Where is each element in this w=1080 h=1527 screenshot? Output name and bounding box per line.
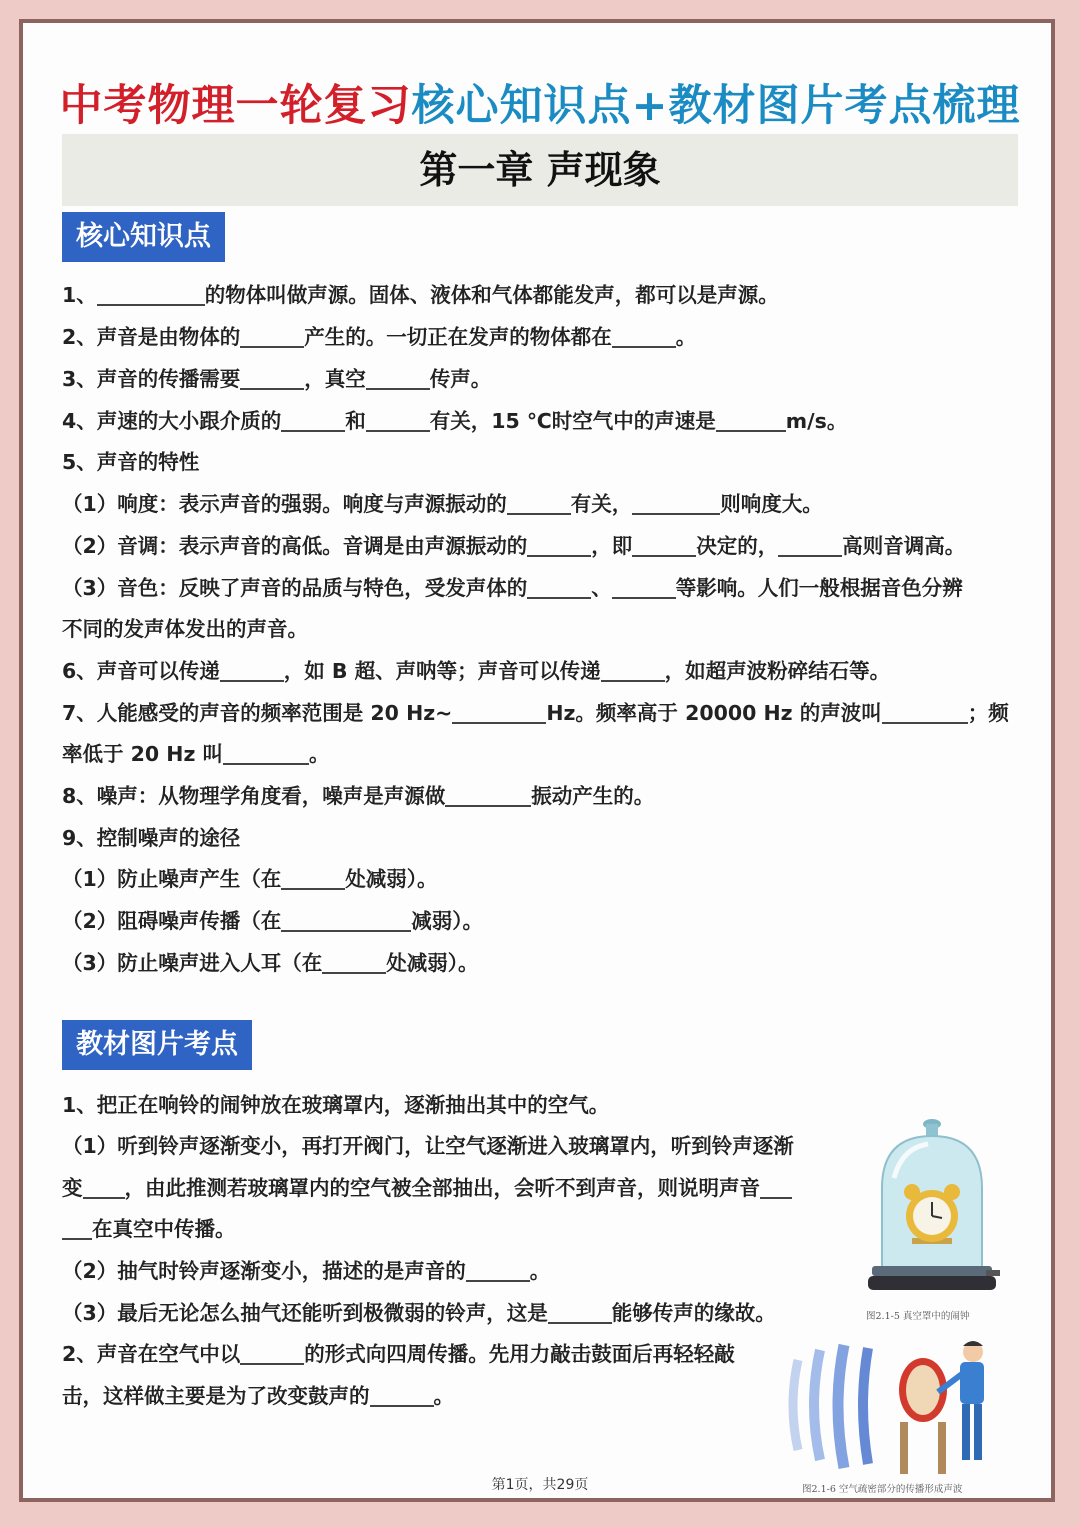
core-item-line <box>62 571 963 601</box>
answer-blank <box>445 783 531 807</box>
line-text: （1）防止噪声产生（在 <box>62 867 282 891</box>
page-title <box>0 72 1080 133</box>
line-text: 处减弱）。 <box>345 867 438 891</box>
chapter-heading: 第一章 声现象 <box>62 134 1018 206</box>
answer-blank <box>281 408 345 432</box>
bell-jar-caption: 图2.1-5 真空罩中的闹钟 <box>866 1311 970 1322</box>
core-item-line <box>62 278 779 308</box>
line-text: （1）听到铃声逐渐变小，再打开阀门，让空气逐渐进入玻璃罩内，听到铃声逐渐 <box>62 1134 794 1158</box>
answer-blank <box>760 1175 792 1199</box>
answer-blank <box>97 282 205 306</box>
line-text: （3）音色：反映了声音的品质与特色，受发声体的 <box>62 576 528 600</box>
line-text: 和 <box>345 409 366 433</box>
line-text: 、 <box>591 576 612 600</box>
answer-blank <box>632 491 720 515</box>
answer-blank <box>452 700 546 724</box>
answer-blank <box>240 324 304 348</box>
line-text: （3）防止噪声进入人耳（在 <box>62 951 323 975</box>
line-text: （2）阻碍噪声传播（在 <box>62 909 282 933</box>
line-text: Hz。频率高于 20000 Hz 的声波叫 <box>546 701 882 725</box>
core-item-line <box>62 487 823 517</box>
title-blue: 核心知识点+教材图片考点梳理 <box>411 81 1021 131</box>
line-text: （1）响度：表示声音的强弱。响度与声源振动的 <box>62 492 507 516</box>
core-item-line <box>62 529 965 559</box>
answer-blank <box>366 366 430 390</box>
line-text: 。 <box>529 1259 551 1283</box>
line-text: 4、声速的大小跟介质的 <box>62 409 282 433</box>
core-item-line <box>62 737 330 767</box>
figure-item-line <box>62 1088 609 1118</box>
figure-item-line <box>62 1337 735 1367</box>
answer-blank <box>882 700 968 724</box>
figure-item-line <box>62 1129 794 1159</box>
line-text: 等影响。人们一般根据音色分辨 <box>675 576 963 600</box>
line-text: 则响度大。 <box>720 492 823 516</box>
line-text: 产生的。一切正在发声的物体都在 <box>304 325 612 349</box>
line-text: 3、声音的传播需要 <box>62 367 241 391</box>
core-item-line <box>62 362 491 392</box>
line-text: 处减弱）。 <box>386 951 479 975</box>
line-text: ，由此推测若玻璃罩内的空气被全部抽出，会听不到声音，则说明声音 <box>124 1176 760 1200</box>
answer-blank <box>370 1383 434 1407</box>
figure-item-line <box>62 1379 454 1409</box>
line-text: 振动产生的。 <box>531 784 655 808</box>
answer-blank <box>466 1258 530 1282</box>
line-text: ，如 B 超、声呐等；声音可以传递 <box>283 659 601 683</box>
figure-item-line <box>62 1296 776 1326</box>
title-red: 中考物理一轮复习 <box>59 81 412 131</box>
page-footer: 第1页，共29页 <box>491 1477 589 1493</box>
line-text: 。 <box>675 325 697 349</box>
answer-blank <box>240 1341 304 1365</box>
answer-blank <box>223 741 309 765</box>
answer-blank <box>281 908 411 932</box>
answer-blank <box>612 575 676 599</box>
line-text: 减弱）。 <box>411 909 484 933</box>
answer-blank <box>601 658 665 682</box>
answer-blank <box>716 408 786 432</box>
core-item-line <box>62 404 847 434</box>
answer-blank <box>632 533 696 557</box>
line-text: 的物体叫做声源。固体、液体和气体都能发声，都可以是声源。 <box>204 283 779 307</box>
section-label-figure: 教材图片考点 <box>62 1020 252 1070</box>
line-text: 在真空中传播。 <box>92 1217 236 1241</box>
answer-blank <box>527 533 591 557</box>
answer-blank <box>83 1175 125 1199</box>
line-text: 变 <box>62 1176 83 1200</box>
line-text: （2）抽气时铃声逐渐变小，描述的是声音的 <box>62 1259 466 1283</box>
line-text: 。 <box>309 742 330 766</box>
answer-blank <box>612 324 676 348</box>
line-text: 的形式向四周传播。先用力敲击鼓面后再轻轻敲 <box>304 1342 735 1366</box>
figure-item-line <box>62 1171 792 1201</box>
answer-blank <box>507 491 571 515</box>
line-text: ，即 <box>591 534 633 558</box>
line-text: 能够传声的缘故。 <box>611 1301 776 1325</box>
line-text: 6、声音可以传递 <box>62 659 220 683</box>
line-text: 有关， <box>570 492 633 516</box>
drum-caption: 图2.1-6 空气疏密部分的传播形成声波 <box>802 1484 963 1495</box>
line-text: 。 <box>433 1384 454 1408</box>
figure-item-line <box>62 1254 550 1284</box>
line-text: ，真空 <box>304 367 366 391</box>
line-text: 2、声音是由物体的 <box>62 325 241 349</box>
line-text: 不同的发声体发出的声音。 <box>62 617 308 641</box>
answer-blank <box>366 408 430 432</box>
bell-jar-image <box>862 1118 1002 1298</box>
core-item-line <box>62 654 890 684</box>
line-text: （3）最后无论怎么抽气还能听到极微弱的铃声，这是 <box>62 1301 548 1325</box>
line-text: ；频 <box>967 701 1009 725</box>
line-text: 击，这样做主要是为了改变鼓声的 <box>62 1384 370 1408</box>
core-item-line <box>62 445 199 475</box>
line-text: 决定的， <box>696 534 779 558</box>
line-text: 1、 <box>62 283 97 307</box>
line-text: 7、人能感受的声音的频率范围是 20 Hz~ <box>62 701 453 725</box>
line-text: 有关，15 ℃时空气中的声速是 <box>429 409 716 433</box>
line-text: m/s。 <box>785 409 848 433</box>
core-item-line <box>62 612 308 642</box>
line-text: 8、噪声：从物理学角度看，噪声是声源做 <box>62 784 446 808</box>
line-text: 率低于 20 Hz 叫 <box>62 742 224 766</box>
line-text: 1、把正在响铃的闹钟放在玻璃罩内，逐渐抽出其中的空气。 <box>62 1093 610 1117</box>
section-label-core: 核心知识点 <box>62 212 225 262</box>
line-text: 5、声音的特性 <box>62 450 200 474</box>
line-text: ，如超声波粉碎结石等。 <box>664 659 891 683</box>
figure-item-line <box>62 1212 236 1242</box>
answer-blank <box>778 533 842 557</box>
answer-blank <box>527 575 591 599</box>
answer-blank <box>548 1300 612 1324</box>
core-item-line <box>62 696 1009 726</box>
core-item-line <box>62 946 479 976</box>
answer-blank <box>281 866 345 890</box>
line-text: 9、控制噪声的途径 <box>62 826 241 850</box>
line-text: 传声。 <box>429 367 492 391</box>
answer-blank <box>322 950 386 974</box>
core-item-line <box>62 862 438 892</box>
line-text: （2）音调：表示声音的高低。音调是由声源振动的 <box>62 534 528 558</box>
core-item-line <box>62 320 696 350</box>
core-item-line <box>62 904 483 934</box>
line-text: 2、声音在空气中以 <box>62 1342 241 1366</box>
drum-image <box>788 1330 998 1480</box>
answer-blank <box>62 1216 92 1240</box>
line-text: 高则音调高。 <box>842 534 966 558</box>
core-item-line <box>62 779 654 809</box>
core-item-line <box>62 821 240 851</box>
answer-blank <box>240 366 304 390</box>
answer-blank <box>220 658 284 682</box>
